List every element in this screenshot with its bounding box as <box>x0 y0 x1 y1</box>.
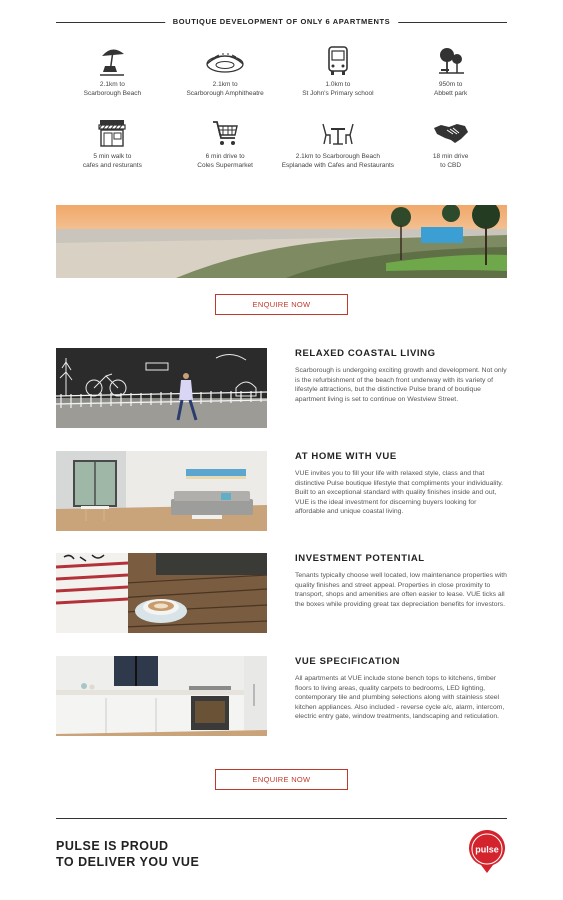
section-title: RELAXED COASTAL LIVING <box>295 348 436 359</box>
feature-line1: 2.1km to <box>99 81 125 88</box>
amphitheatre-icon <box>205 44 245 78</box>
feature-line2: Scarborough Beach <box>83 89 142 97</box>
handshake-icon <box>431 116 471 150</box>
section-at-home <box>56 451 507 531</box>
footer-line-1: PULSE IS PROUD <box>56 839 169 853</box>
section-coastal-living <box>56 348 507 428</box>
section-title: AT HOME WITH VUE <box>295 451 397 462</box>
park-trees-icon <box>431 44 471 78</box>
street-art-image <box>56 348 267 428</box>
section-text <box>295 553 507 609</box>
enquire-now-button-bottom[interactable]: ENQUIRE NOW <box>215 769 348 790</box>
pulse-logo[interactable] <box>467 829 507 875</box>
footer-divider <box>56 818 507 819</box>
feature-line1: 5 min walk to <box>93 153 132 160</box>
bus-icon <box>318 44 358 78</box>
header-title: BOUTIQUE DEVELOPMENT OF ONLY 6 APARTMENTS <box>165 16 399 28</box>
feature-line2: Coles Supermarket <box>197 161 253 169</box>
cafe-table-icon <box>318 116 358 150</box>
features-grid <box>56 44 507 188</box>
shopping-cart-icon <box>205 116 245 150</box>
feature-line1: 2.1km to <box>212 81 238 88</box>
features-row-1 <box>56 44 507 116</box>
feature-line2: Scarborough Amphitheatre <box>186 89 264 97</box>
feature-school <box>282 44 395 116</box>
feature-line2: cafes and resturants <box>82 161 142 169</box>
feature-line1: 6 min drive to <box>205 153 245 160</box>
feature-park <box>394 44 507 116</box>
section-text <box>295 348 507 404</box>
footer-tagline <box>56 838 199 870</box>
section-title: VUE SPECIFICATION <box>295 656 401 667</box>
footer-line-2: TO DELIVER YOU VUE <box>56 855 200 869</box>
kitchen-image <box>56 656 267 736</box>
feature-line2: St John's Primary school <box>302 89 374 97</box>
feature-esplanade <box>282 116 395 188</box>
section-investment <box>56 553 507 633</box>
feature-line2: Esplanade with Cafes and Restaurants <box>281 161 395 169</box>
section-body: VUE invites you to fill your life with relaxed style, class and that distinctive Pulse boutique lifestyle that compliments your individuality. Built to an exceptional standard with quality finishes inside and out, VUE is the ideal investment for discerning buyers looking for affordable and unique coastal living. <box>295 470 504 516</box>
section-body: Tenants typically choose well located, low maintenance properties with quality finishes and street appeal. Properties in close proximity to transport, shops and amenities are often easier to lease. VUE ticks all the boxes while providing great tax depreciation benefits for investors. <box>295 572 507 608</box>
beach-umbrella-icon <box>92 44 132 78</box>
section-body: Scarborough is undergoing exciting growth and development. Not only is the refurbishment of the beach front underway with its variety of lifestyle attractions, but the distinctive Pulse brand of boutique apartment living is set to continue on Westview Street. <box>295 367 507 403</box>
section-body: All apartments at VUE include stone bench tops to kitchens, timber floors to living areas, quality carpets to bedrooms, LED lighting, contemporary tile and plumbing selections along with stainless steel kitchen appliances. Also included - reverse cycle a/c, alarm, intercom, electric entry gate, window treatments, landscaping and reticulation. <box>295 675 505 721</box>
feature-line1: 2.1km to Scarborough Beach <box>295 153 380 160</box>
feature-line2: Abbett park <box>434 89 468 97</box>
section-text <box>295 656 507 722</box>
section-title: INVESTMENT POTENTIAL <box>295 553 425 564</box>
feature-cbd <box>394 116 507 188</box>
feature-line1: 950m to <box>438 81 463 88</box>
feature-supermarket <box>169 116 282 188</box>
features-row-2 <box>56 116 507 188</box>
section-specification <box>56 656 507 736</box>
shop-icon <box>92 116 132 150</box>
feature-line1: 18 min drive <box>432 153 469 160</box>
feature-line2: to CBD <box>440 161 462 169</box>
header-rule <box>56 16 507 28</box>
living-room-image <box>56 451 267 531</box>
enquire-now-button[interactable]: ENQUIRE NOW <box>215 294 348 315</box>
feature-beach <box>56 44 169 116</box>
pulse-logo-text: pulse <box>475 844 499 855</box>
beach-banner-image <box>56 205 507 278</box>
section-text <box>295 451 507 517</box>
cafe-coffee-image <box>56 553 267 633</box>
feature-cafes <box>56 116 169 188</box>
feature-line1: 1.0km to <box>325 81 351 88</box>
feature-amphitheatre <box>169 44 282 116</box>
